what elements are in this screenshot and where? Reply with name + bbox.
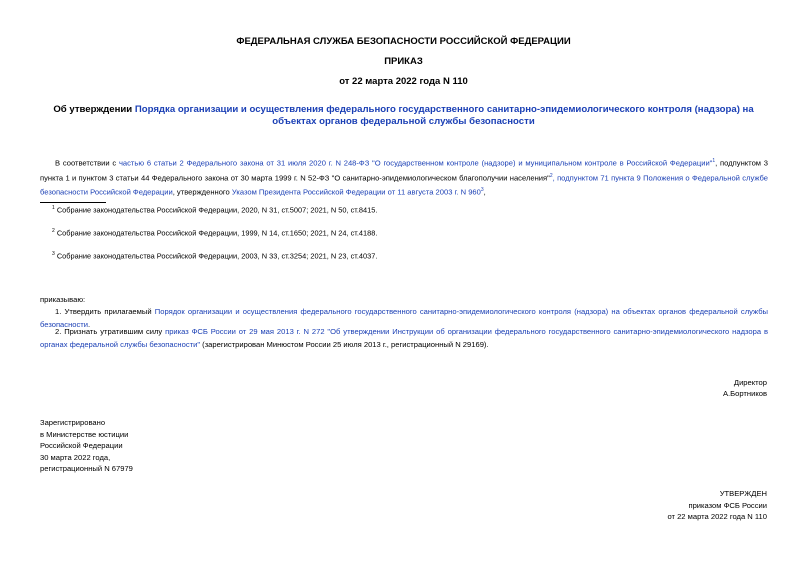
order-272-link[interactable]: приказ ФСБ России от 29 мая 2013 г. N 272 "Об утверждении Инструкции об организации федерального государственного санитарно-эпидемиологического надзора в органах федеральной службы безопасности"	[40, 327, 768, 349]
signature-block	[723, 376, 767, 400]
preamble-text-1: В соответствии с	[55, 158, 119, 168]
agency-heading: ФЕДЕРАЛЬНАЯ СЛУЖБА БЕЗОПАСНОСТИ РОССИЙСКОЙ ФЕДЕРАЦИИ	[236, 36, 571, 47]
title-prefix: Об утверждении	[53, 104, 135, 115]
footnote-3	[52, 251, 377, 260]
decree-960-link[interactable]: Указом Президента Российской Федерации от 11 августа 2003 г. N 960	[231, 187, 481, 197]
footnote-3-text: Собрание законодательства Российской Федерации, 2003, N 33, ст.3254; 2021, N 23, ст.4037.	[56, 251, 378, 261]
preamble-text-2: , подпунктом 3 пункта 1 и пунктом 3 статьи 44 Федерального закона от 30 марта 1999 г. N 52-ФЗ "О санитарно-эпидемиологическом благополучии населения"	[40, 158, 769, 183]
registration-line: Зарегистрировано	[40, 418, 106, 427]
footnote-divider	[40, 202, 106, 203]
order-item-2	[40, 325, 768, 351]
document-date-number: от 22 марта 2022 года N 110	[339, 76, 468, 87]
registration-line: в Министерстве юстиции	[40, 429, 129, 439]
footnote-2-mark: 2	[52, 228, 55, 234]
procedure-link[interactable]: Порядок организации и осуществления федерального государственного санитарно-эпидемиологического контроля (надзора) на объектах органов федеральной службы безопасности	[40, 307, 768, 329]
title-link[interactable]: Порядка организации и осуществления федерального государственного санитарно-эпидемиологического контроля (надзора) на объектах органов федеральной службы безопасности	[134, 104, 754, 127]
footnote-2	[52, 228, 377, 237]
approved-line: от 22 марта 2022 года N 110	[667, 512, 767, 521]
registration-line: регистрационный N 67979	[40, 464, 133, 473]
preamble-text-5: ,	[483, 187, 486, 197]
registration-block	[40, 417, 133, 475]
footnote-1-text: Собрание законодательства Российской Федерации, 2020, N 31, ст.5007; 2021, N 50, ст.8415.	[56, 205, 378, 215]
registration-line: 30 марта 2022 года,	[40, 452, 111, 462]
footnote-3-mark: 3	[52, 251, 55, 257]
footnote-ref-3[interactable]: 3	[480, 187, 484, 194]
approved-line: УТВЕРЖДЕН	[719, 489, 767, 498]
order-intro: приказываю:	[40, 295, 86, 304]
document-type: ПРИКАЗ	[384, 56, 423, 67]
approved-line: приказом ФСБ России	[688, 500, 767, 510]
footnote-1-mark: 1	[52, 205, 55, 211]
preamble-paragraph	[40, 155, 768, 199]
signature-position: Директор	[733, 378, 767, 387]
item-2-pre: 2. Признать утратившим силу	[55, 327, 166, 336]
item-2-post: (зарегистрирован Минюстом России 25 июля 2013 г., регистрационный N 29169).	[200, 340, 489, 349]
signature-name: А.Бортников	[722, 389, 767, 398]
item-1-post: .	[88, 320, 91, 329]
item-1-pre: 1. Утвердить прилагаемый	[55, 307, 155, 316]
approved-block	[667, 488, 767, 523]
document-title	[40, 104, 767, 128]
fsb-regulation-link[interactable]: , подпунктом 71 пункта 9 Положения о Федеральной службе безопасности Российской Федерации	[40, 173, 769, 197]
footnote-ref-1[interactable]: 1	[712, 158, 716, 164]
registration-line: Российской Федерации	[40, 441, 123, 450]
footnote-2-text: Собрание законодательства Российской Федерации, 1999, N 14, ст.1650; 2021, N 24, ст.4188.	[56, 228, 378, 238]
footnote-ref-2[interactable]: 2	[549, 172, 553, 179]
footnote-1	[52, 205, 377, 214]
law-248-link[interactable]: частью 6 статьи 2 Федерального закона от 31 июля 2020 г. N 248-ФЗ "О государственном контроле (надзоре) и муниципальном контроле в Российской Федерации"	[118, 158, 713, 168]
preamble-text-4: , утвержденного	[172, 187, 232, 197]
